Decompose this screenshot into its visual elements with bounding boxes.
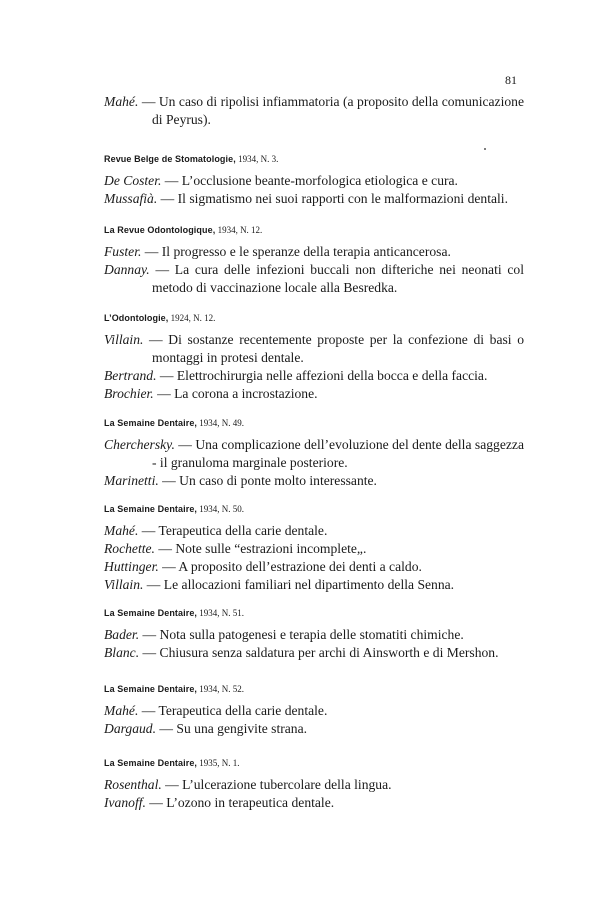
section (104, 757, 524, 812)
entry (104, 472, 524, 490)
section (104, 607, 524, 662)
entry-author: Fuster. (104, 244, 142, 259)
entry-author: Brochier. (104, 386, 154, 401)
entry (104, 436, 524, 472)
entry-title: — Di sostanze recentemente proposte per la confezione di basi o montaggi in protesi dentale. (143, 332, 524, 365)
entry-title: — La corona a incrostazione. (153, 386, 318, 401)
entry-title: — Su una gengivite strana. (156, 721, 308, 736)
journal-header (104, 757, 524, 769)
entry (104, 794, 524, 812)
entry-author: Villain. (104, 577, 144, 592)
entry-author: Rochette. (104, 541, 155, 556)
section (104, 153, 524, 208)
journal-header (104, 312, 524, 324)
entry-author: Dannay. (104, 262, 150, 277)
entry-title: — Terapeutica della carie dentale. (138, 523, 328, 538)
entry (104, 243, 524, 261)
entry (104, 93, 524, 129)
entry (104, 702, 524, 720)
entry-title: — Il progresso e le speranze della terapia anticancerosa. (141, 244, 451, 259)
journal-name: La Semaine Dentaire, (104, 684, 198, 694)
entry-title: — La cura delle infezioni buccali non difteriche nei neonati col metodo di vaccinazione locale alla Besredka. (149, 262, 524, 295)
entry-author: Cherchersky. (104, 437, 175, 452)
entry-title: — L’ulcerazione tubercolare della lingua. (161, 777, 392, 792)
journal-header (104, 607, 524, 619)
entry (104, 261, 524, 297)
journal-header (104, 683, 524, 695)
journal-header (104, 417, 524, 429)
journal-header (104, 503, 524, 515)
entry (104, 720, 524, 738)
section (104, 683, 524, 738)
entry-author: Bader. (104, 627, 140, 642)
journal-name: La Semaine Dentaire, (104, 504, 198, 514)
entry (104, 626, 524, 644)
entry-title: — Una complicazione dell’evoluzione del dente della saggezza - il granuloma marginale posteriore. (152, 437, 524, 470)
journal-issue: 1935, N. 1. (197, 758, 240, 768)
entry-author: Mahé. (104, 523, 139, 538)
entry (104, 576, 524, 594)
entry-author: Mahé. (104, 703, 139, 718)
journal-issue: 1934, N. 49. (197, 418, 245, 428)
journal-name: La Semaine Dentaire, (104, 758, 198, 768)
section (104, 417, 524, 490)
entry (104, 385, 524, 403)
entry-title: — Il sigmatismo nei suoi rapporti con le malformazioni dentali. (157, 191, 508, 206)
entry (104, 558, 524, 576)
section (104, 503, 524, 594)
entry-title: — A proposito dell’estrazione dei denti a caldo. (158, 559, 422, 574)
entry-author: Rosenthal. (104, 777, 162, 792)
entry (104, 776, 524, 794)
entry-title: — Nota sulla patogenesi e terapia delle stomatiti chimiche. (139, 627, 464, 642)
entry (104, 522, 524, 540)
section (104, 224, 524, 297)
entry-author: Bertrand. (104, 368, 157, 383)
section (104, 93, 524, 129)
entry-title: — L’ozono in terapeutica dentale. (145, 795, 335, 810)
journal-name: L’Odontologie, (104, 313, 169, 323)
entry-author: Mussafià. (104, 191, 158, 206)
entry (104, 367, 524, 385)
journal-name: La Semaine Dentaire, (104, 418, 198, 428)
entry-title: — Un caso di ponte molto interessante. (158, 473, 377, 488)
entry-author: Mahé. (104, 94, 139, 109)
entry-author: Marinetti. (104, 473, 159, 488)
entry-title: — Un caso di ripolisi infiammatoria (a proposito della comunicazione di Peyrus). (138, 94, 524, 127)
entry-author: Dargaud. (104, 721, 156, 736)
entry-title: — Le allocazioni familiari nel dipartimento della Senna. (143, 577, 455, 592)
entry (104, 172, 524, 190)
entry-title: — Terapeutica della carie dentale. (138, 703, 328, 718)
journal-header (104, 153, 524, 165)
page-number: 81 (505, 73, 517, 87)
entry-author: De Coster. (104, 173, 162, 188)
journal-issue: 1934, N. 50. (197, 504, 245, 514)
journal-issue: 1934, N. 12. (215, 225, 263, 235)
entry-author: Blanc. (104, 645, 140, 660)
entry-author: Huttinger. (104, 559, 159, 574)
entry (104, 190, 524, 208)
entry (104, 331, 524, 367)
section (104, 312, 524, 403)
entry-author: Villain. (104, 332, 144, 347)
journal-name: La Revue Odontologique, (104, 225, 216, 235)
entry-author: Ivanoff. (104, 795, 146, 810)
journal-issue: 1934, N. 51. (197, 608, 245, 618)
journal-issue: 1924, N. 12. (168, 313, 216, 323)
entry (104, 644, 524, 662)
entry-title: — Note sulle “estrazioni incomplete„. (154, 541, 367, 556)
journal-name: La Semaine Dentaire, (104, 608, 198, 618)
entry-title: — Chiusura senza saldatura per archi di Ainsworth e di Mershon. (139, 645, 499, 660)
journal-header (104, 224, 524, 236)
entry-title: — Elettrochirurgia nelle affezioni della bocca e della faccia. (156, 368, 488, 383)
journal-issue: 1934, N. 3. (235, 154, 279, 164)
journal-issue: 1934, N. 52. (197, 684, 245, 694)
speck (484, 148, 486, 150)
entry-title: — L’occlusione beante-morfologica etiologica e cura. (161, 173, 458, 188)
journal-name: Revue Belge de Stomatologie, (104, 154, 236, 164)
entry (104, 540, 524, 558)
